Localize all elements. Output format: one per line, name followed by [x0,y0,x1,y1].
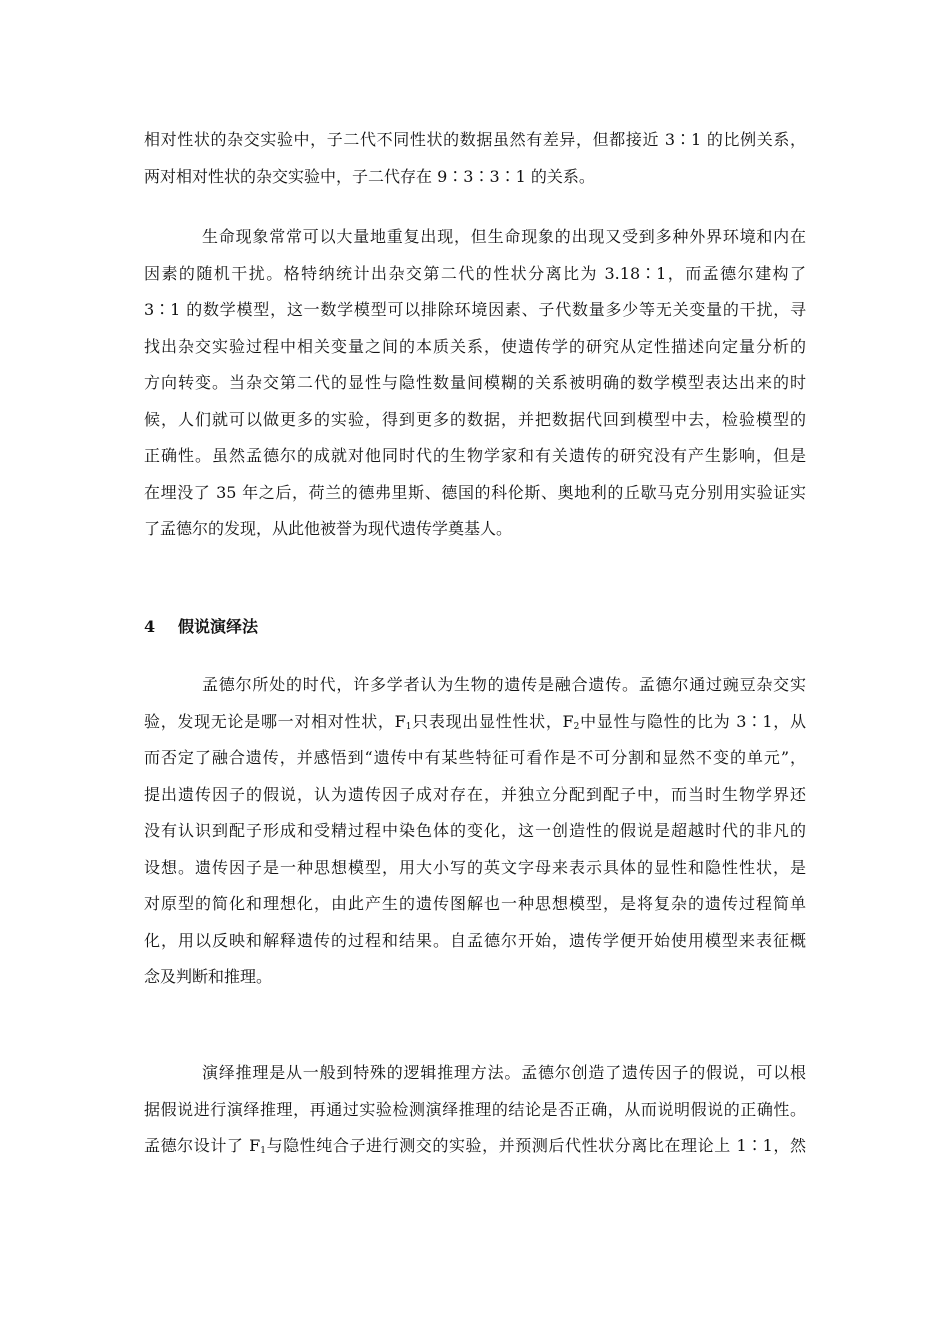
subscript: 1 [405,721,412,732]
text-line: 念及判断和推理。 [144,967,273,986]
text-segment: 只表现出显性性状，F [411,711,574,731]
paragraph-2 [144,219,806,548]
text-line: 提出遗传因子的假说，认为遗传因子成对存在，并独立分配到配子中，而当时生物学界还 [144,784,806,804]
text-line: 演绎推理是从一般到特殊的逻辑推理方法。孟德尔创造了遗传因子的假说，可以根 [202,1063,806,1082]
text-segment: 验，发现无论是哪一对相对性状，F [144,711,406,731]
text-line: 方向转变。当杂交第二代的显性与隐性数量间模糊的关系被明确的数学模型表达出来的时 [144,373,806,392]
text-line [144,1128,806,1165]
text-line: 孟德尔所处的时代，许多学者认为生物的遗传是融合遗传。孟德尔通过豌豆杂交实 [202,675,806,694]
section-title: 假说演绎法 [178,617,259,636]
text-line: 找出杂交实验过程中相关变量之间的本质关系，使遗传学的研究从定性描述向定量分析的 [144,336,806,356]
section-number: 4 [144,617,156,636]
text-segment: 与隐性纯合子进行测交的实验，并预测后代性状分离比在理论上 1∶1，然 [265,1136,806,1155]
text-line: 对原型的简化和理想化，由此产生的遗传图解也一种思想模型，是将复杂的遗传过程简单 [144,894,806,913]
section-heading [144,613,258,641]
text-line: 化，用以反映和解释遗传的过程和结果。自孟德尔开始，遗传学便开始使用模型来表征概 [144,930,806,950]
paragraph-4 [144,1055,806,1165]
text-line: 相对性状的杂交实验中，子二代不同性状的数据虽然有差异，但都接近 3∶1 的比例关系， [144,130,806,149]
text-line: 而否定了融合遗传，并感悟到“遗传中有某些特征可看作是不可分割和显然不变的单元”， [144,748,806,767]
paragraph-3 [144,667,806,996]
text-line: 在埋没了 35 年之后，荷兰的德弗里斯、德国的科伦斯、奥地利的丘歇马克分别用实验证实 [144,482,806,502]
paragraph-1 [144,122,806,195]
text-segment: 中显性与隐性的比为 3∶1，从 [579,711,806,731]
text-line: 了孟德尔的发现，从此他被誉为现代遗传学奠基人。 [144,519,513,538]
text-line: 正确性。虽然孟德尔的成就对他同时代的生物学家和有关遗传的研究没有产生影响，但是 [144,446,806,465]
text-segment: 孟德尔设计了 F [144,1136,261,1155]
text-line: 3∶1 的数学模型，这一数学模型可以排除环境因素、子代数量多少等无关变量的干扰，寻 [144,300,806,319]
text-line: 因素的随机干扰。格特纳统计出杂交第二代的性状分离比为 3.18∶1，而孟德尔建构了 [144,263,806,283]
text-line: 没有认识到配子形成和受精过程中染色体的变化，这一创造性的假说是超越时代的非凡的 [144,821,806,840]
text-line: 两对相对性状的杂交实验中，子二代存在 9∶3∶3∶1 的关系。 [144,166,595,186]
text-line: 生命现象常常可以大量地重复出现，但生命现象的出现又受到多种外界环境和内在 [202,227,806,246]
subscript: 1 [260,1146,266,1156]
text-line: 据假说进行演绎推理，再通过实验检测演绎推理的结论是否正确，从而说明假说的正确性。 [144,1099,806,1119]
text-line: 候，人们就可以做更多的实验，得到更多的数据，并把数据代回到模型中去，检验模型的 [144,409,806,429]
text-line: 设想。遗传因子是一种思想模型，用大小写的英文字母来表示具体的显性和隐性性状，是 [144,857,806,877]
subscript: 2 [573,721,580,732]
text-line [144,704,806,741]
